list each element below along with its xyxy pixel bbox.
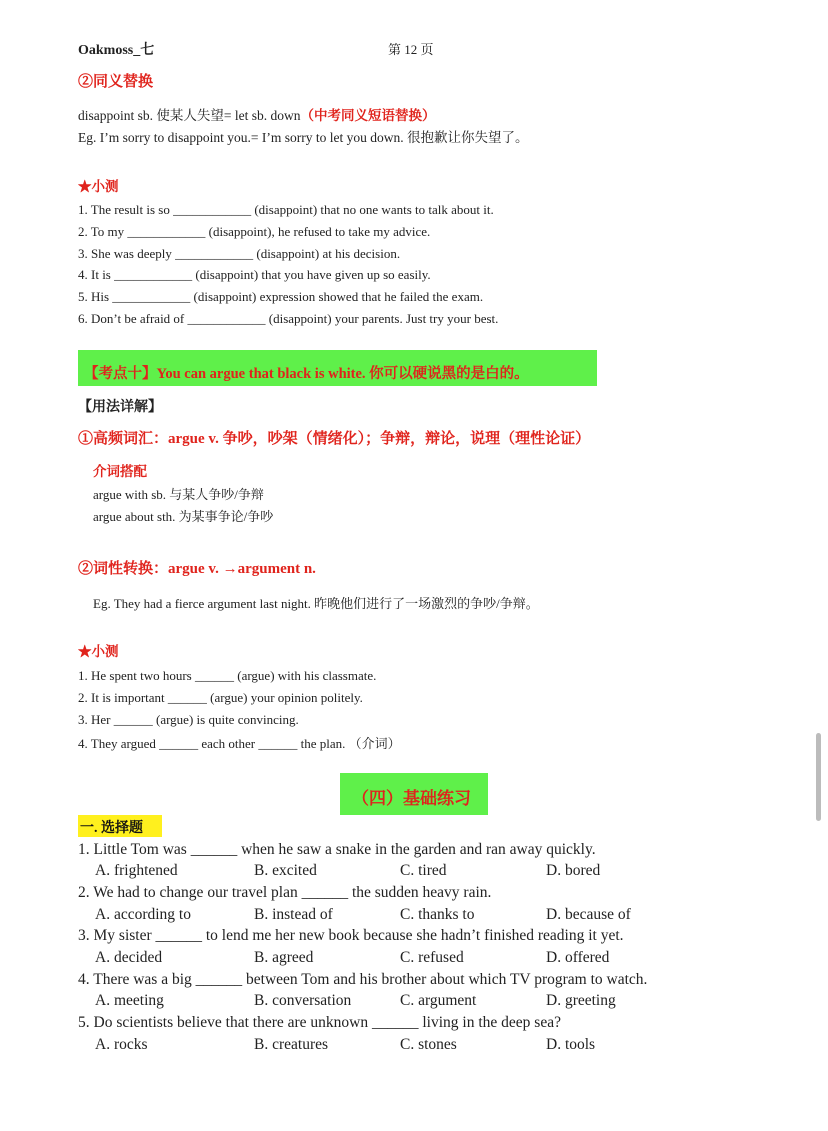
question-stem: 5. Do scientists believe that there are unknown ______ living in the deep sea? xyxy=(78,1014,561,1031)
quiz2-item: 2. It is important ______ (argue) your opinion politely. xyxy=(78,690,363,705)
quiz1-item: 1. The result is so ____________ (disappoint) that no one wants to talk about it. xyxy=(78,202,494,217)
option-c: C. thanks to xyxy=(400,906,475,923)
option-d: D. tools xyxy=(546,1036,596,1053)
option-d: D. greeting xyxy=(546,992,616,1009)
option-a: A. frightened xyxy=(95,862,178,879)
option-d: D. bored xyxy=(546,862,601,879)
high-frequency-vocab: ①高频词汇：argue v. 争吵，吵架（情绪化）；争辩，辩论，说理（理性论证） xyxy=(78,431,591,447)
word-conversion: ②词性转换：argue v. →argument n. xyxy=(78,561,316,577)
brand-header: Oakmoss_七 xyxy=(78,43,155,58)
option-b: B. instead of xyxy=(254,906,333,923)
synonym-line xyxy=(78,104,436,124)
synonym-title: ②同义替换 xyxy=(78,74,154,90)
question-stem: 1. Little Tom was ______ when he saw a snake in the garden and ran away quickly. xyxy=(78,841,596,858)
quiz2-title: ★小测 xyxy=(78,644,119,659)
quiz1-item: 4. It is ____________ (disappoint) that you have given up so easily. xyxy=(78,267,431,282)
quiz2-item: 4. They argued ______ each other ______ the plan. （介词） xyxy=(78,736,401,751)
scrollbar-thumb[interactable] xyxy=(816,733,821,821)
synonym-example: Eg. I’m sorry to disappoint you.= I’m sorry to let you down. 很抱歉让你失望了。 xyxy=(78,130,529,145)
option-c: C. tired xyxy=(400,862,447,879)
section4-title: （四）基础练习 xyxy=(352,789,471,808)
option-b: B. conversation xyxy=(254,992,352,1009)
quiz2-item: 1. He spent two hours ______ (argue) with his classmate. xyxy=(78,668,377,683)
page-number: 第 12 页 xyxy=(388,42,434,57)
quiz1-item: 2. To my ____________ (disappoint), he refused to take my advice. xyxy=(78,224,431,239)
question-stem: 3. My sister ______ to lend me her new book because she hadn’t finished reading it yet. xyxy=(78,927,624,944)
quiz2-item: 3. Her ______ (argue) is quite convincing. xyxy=(78,712,299,727)
question-stem: 4. There was a big ______ between Tom and his brother about which TV program to watch. xyxy=(78,971,648,988)
usage-title: 【用法详解】 xyxy=(78,400,162,415)
quiz1-item: 6. Don’t be afraid of ____________ (disappoint) your parents. Just try your best. xyxy=(78,311,499,326)
option-d: D. offered xyxy=(546,949,610,966)
argument-example: Eg. They had a fierce argument last night. 昨晚他们进行了一场激烈的争吵/争辩。 xyxy=(93,596,539,611)
part1-title: 一. 选择题 xyxy=(80,821,143,836)
option-b: B. excited xyxy=(254,862,317,879)
option-c: C. refused xyxy=(400,949,464,966)
option-c: C. argument xyxy=(400,992,477,1009)
option-a: A. decided xyxy=(95,949,163,966)
question-stem: 2. We had to change our travel plan ______ the sudden heavy rain. xyxy=(78,884,492,901)
option-b: B. agreed xyxy=(254,949,314,966)
synonym-note: （中考同义短语替换） xyxy=(300,108,436,123)
point10-banner: 【考点十】You can argue that black is white. 你可以硬说黑的是白的。 xyxy=(84,366,529,382)
preposition-line: argue about sth. 为某事争论/争吵 xyxy=(93,509,274,524)
quiz1-item: 5. His ____________ (disappoint) expression showed that he failed the exam. xyxy=(78,289,484,304)
preposition-line: argue with sb. 与某人争吵/争辩 xyxy=(93,487,264,502)
option-a: A. according to xyxy=(95,906,191,923)
quiz1-item: 3. She was deeply ____________ (disappoint) at his decision. xyxy=(78,246,401,261)
option-a: A. meeting xyxy=(95,992,164,1009)
preposition-title: 介词搭配 xyxy=(93,464,147,479)
option-d: D. because of xyxy=(546,906,631,923)
option-c: C. stones xyxy=(400,1036,457,1053)
quiz1-title: ★小测 xyxy=(78,179,119,194)
synonym-phrase: disappoint sb. 使某人失望= let sb. down xyxy=(78,108,301,123)
option-b: B. creatures xyxy=(254,1036,329,1053)
option-a: A. rocks xyxy=(95,1036,148,1053)
